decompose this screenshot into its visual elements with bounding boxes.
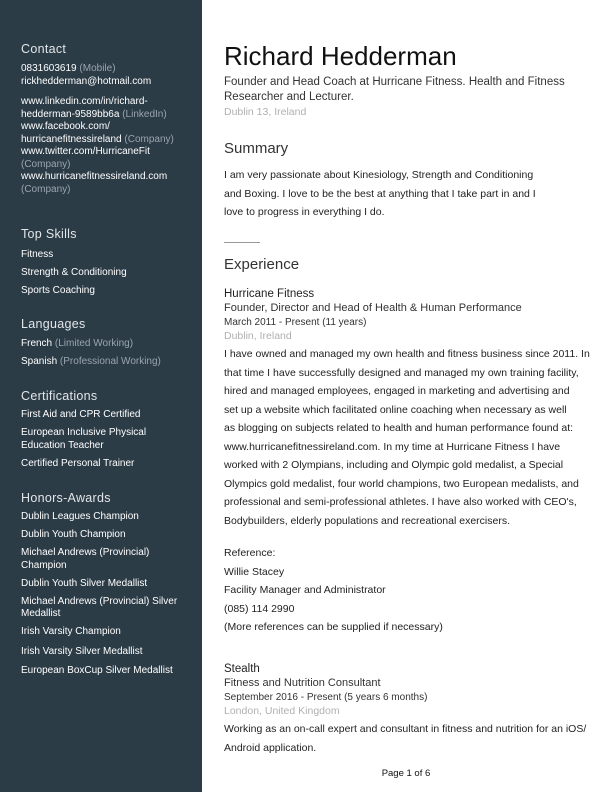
language-item: French (Limited Working) — [21, 338, 134, 349]
website-link[interactable]: www.hurricanefitnessireland.com (Company) — [21, 171, 168, 195]
job-company: Hurricane Fitness — [224, 288, 315, 300]
headline: Founder and Head Coach at Hurricane Fitness. Health and Fitness Researcher and Lecturer. Dublin 13, Ireland — [224, 75, 594, 120]
job-dates: September 2016 - Present (5 years 6 months) — [224, 692, 428, 703]
honor-item: Irish Varsity Champion — [21, 626, 121, 637]
honor-item: Irish Varsity Silver Medallist — [21, 645, 143, 657]
skills-list — [21, 249, 199, 303]
skill-item: Fitness — [21, 249, 54, 260]
linkedin-link[interactable]: www.linkedin.com/in/richard- hedderman-9589bb6a (LinkedIn) — [21, 96, 167, 120]
language-item: Spanish (Professional Working) — [21, 356, 161, 367]
facebook-link[interactable]: www.facebook.com/ hurricanefitnessireland (Company) — [21, 121, 174, 145]
summary-heading: Summary — [224, 140, 289, 157]
skill-item: Strength & Conditioning — [21, 267, 127, 278]
honors-heading: Honors-Awards — [21, 491, 111, 505]
job-location: London, United Kingdom — [224, 705, 340, 717]
job-dates: March 2011 - Present (11 years) — [224, 317, 367, 328]
certification-item: European Inclusive Physical Education Teacher — [21, 427, 147, 451]
job-title: Founder, Director and Head of Health & Human Performance — [224, 302, 522, 314]
honor-item: Dublin Youth Silver Medallist — [21, 577, 148, 589]
certifications-list — [21, 409, 161, 476]
certifications-heading: Certifications — [21, 389, 98, 403]
job-entry — [224, 288, 596, 637]
certification-item: Certified Personal Trainer — [21, 457, 135, 469]
twitter-link[interactable]: www.twitter.com/HurricaneFit (Company) — [21, 146, 150, 170]
experience-heading: Experience — [224, 256, 300, 273]
summary-text: I am very passionate about Kinesiology, Strength and Conditioning and Boxing. I love to be the best at anything that I take part in and I love to progress in everything I do. — [224, 169, 536, 218]
honor-item: Michael Andrews (Provincial) Silver Medallist — [21, 595, 178, 619]
phone: 0831603619 — [21, 63, 77, 74]
contact-heading: Contact — [21, 42, 67, 56]
skills-heading: Top Skills — [21, 227, 77, 241]
job-title: Fitness and Nutrition Consultant — [224, 677, 381, 689]
honor-item: Dublin Youth Champion — [21, 529, 126, 540]
job-company: Stealth — [224, 663, 260, 675]
contact-block — [21, 63, 199, 196]
phone-label: (Mobile) — [79, 63, 116, 74]
person-name: Richard Hedderman — [224, 41, 457, 71]
email-link[interactable]: rickhedderman@hotmail.com — [21, 75, 152, 87]
sidebar — [0, 0, 202, 792]
job-description: I have owned and managed my own health and fitness business since 2011. In that time I have successfully designed and managed my own training facility, hired and managed employees, engaged in marketing and advertising and set up a website which facilitated online coaching when necessary as well as blogging on subjects related to health and human performance found at: www.hurricanefitnessireland.com. In my time at Hurricane Fitness I have worked with 2 Olympians, including and Olympic gold medalist, a Special Olympics gold medalist, four world champions, two European medalists, and professional and semi-professional athletes. I have also worked with CEO's, Bodybuilders, elderly populations and recreational exercisers. Reference: Willie Stacey Facility Manager and Administrator (085) 114 2990 (More references can be supplied if necessary) — [224, 348, 590, 633]
job-entry — [224, 663, 596, 757]
job-description: Working as an on-call expert and consultant in fitness and nutrition for an iOS/ Android application. — [224, 723, 587, 754]
honor-item: European BoxCup Silver Medallist — [21, 665, 173, 676]
job-location: Dublin, Ireland — [224, 330, 292, 342]
divider — [224, 242, 260, 243]
certification-item: First Aid and CPR Certified — [21, 409, 141, 420]
page-number: Page 1 of 6 — [381, 768, 431, 779]
honor-item: Dublin Leagues Champion — [21, 511, 139, 522]
honors-list — [21, 511, 191, 683]
honor-item: Michael Andrews (Provincial) Champion — [21, 547, 150, 571]
languages-list — [21, 338, 199, 374]
location: Dublin 13, Ireland — [224, 106, 307, 118]
skill-item: Sports Coaching — [21, 285, 95, 296]
languages-heading: Languages — [21, 317, 86, 331]
